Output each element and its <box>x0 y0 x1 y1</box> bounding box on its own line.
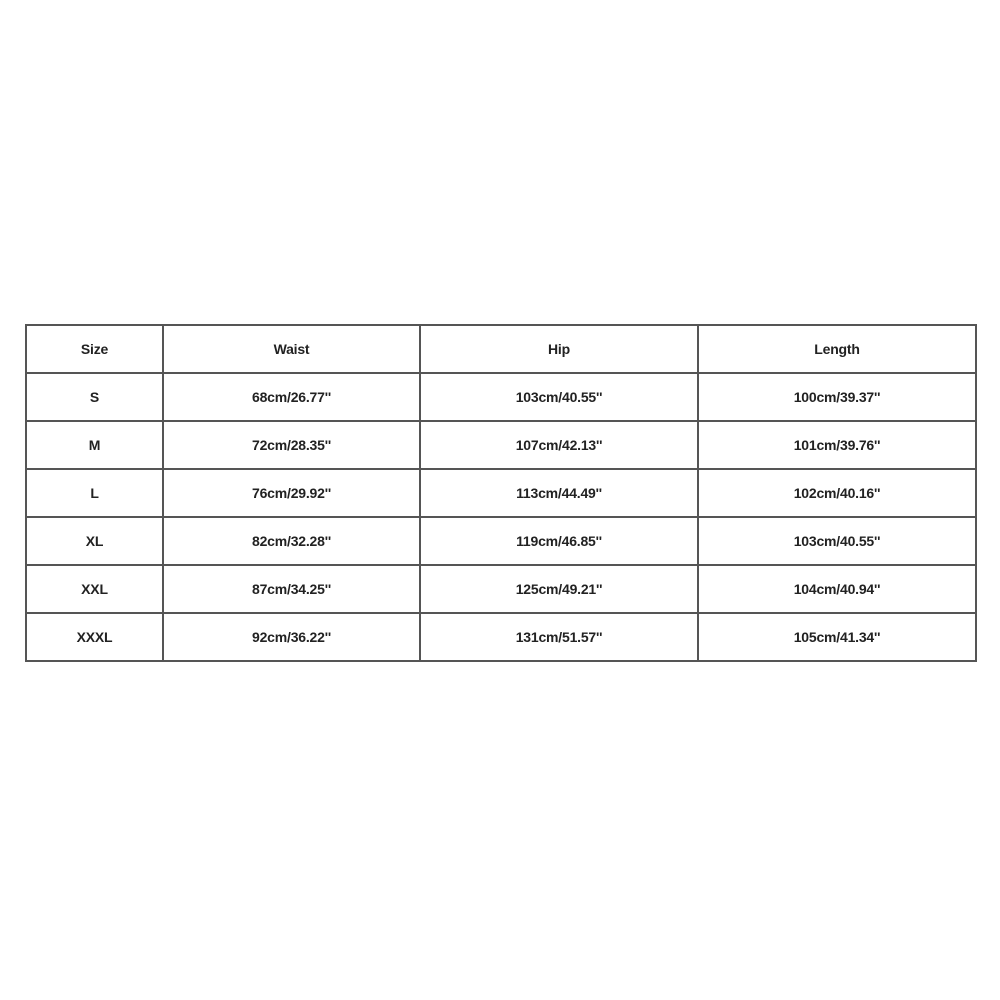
length-cell: 102cm/40.16'' <box>698 469 976 517</box>
size-cell: XXXL <box>26 613 163 661</box>
waist-cell: 92cm/36.22'' <box>163 613 420 661</box>
size-cell: XL <box>26 517 163 565</box>
table-row <box>26 469 976 517</box>
header-hip: Hip <box>420 325 698 373</box>
table-row <box>26 517 976 565</box>
length-cell: 105cm/41.34'' <box>698 613 976 661</box>
waist-cell: 72cm/28.35'' <box>163 421 420 469</box>
hip-cell: 119cm/46.85'' <box>420 517 698 565</box>
hip-cell: 113cm/44.49'' <box>420 469 698 517</box>
table-row <box>26 565 976 613</box>
table-row <box>26 373 976 421</box>
header-size: Size <box>26 325 163 373</box>
size-cell: M <box>26 421 163 469</box>
waist-cell: 82cm/32.28'' <box>163 517 420 565</box>
hip-cell: 125cm/49.21'' <box>420 565 698 613</box>
size-cell: XXL <box>26 565 163 613</box>
waist-cell: 68cm/26.77'' <box>163 373 420 421</box>
header-waist: Waist <box>163 325 420 373</box>
header-length: Length <box>698 325 976 373</box>
header-row <box>26 325 976 373</box>
hip-cell: 107cm/42.13'' <box>420 421 698 469</box>
length-cell: 104cm/40.94'' <box>698 565 976 613</box>
length-cell: 101cm/39.76'' <box>698 421 976 469</box>
waist-cell: 87cm/34.25'' <box>163 565 420 613</box>
table-row <box>26 421 976 469</box>
size-chart-table <box>25 324 977 662</box>
hip-cell: 103cm/40.55'' <box>420 373 698 421</box>
hip-cell: 131cm/51.57'' <box>420 613 698 661</box>
length-cell: 100cm/39.37'' <box>698 373 976 421</box>
size-cell: L <box>26 469 163 517</box>
table-row <box>26 613 976 661</box>
size-cell: S <box>26 373 163 421</box>
length-cell: 103cm/40.55'' <box>698 517 976 565</box>
waist-cell: 76cm/29.92'' <box>163 469 420 517</box>
